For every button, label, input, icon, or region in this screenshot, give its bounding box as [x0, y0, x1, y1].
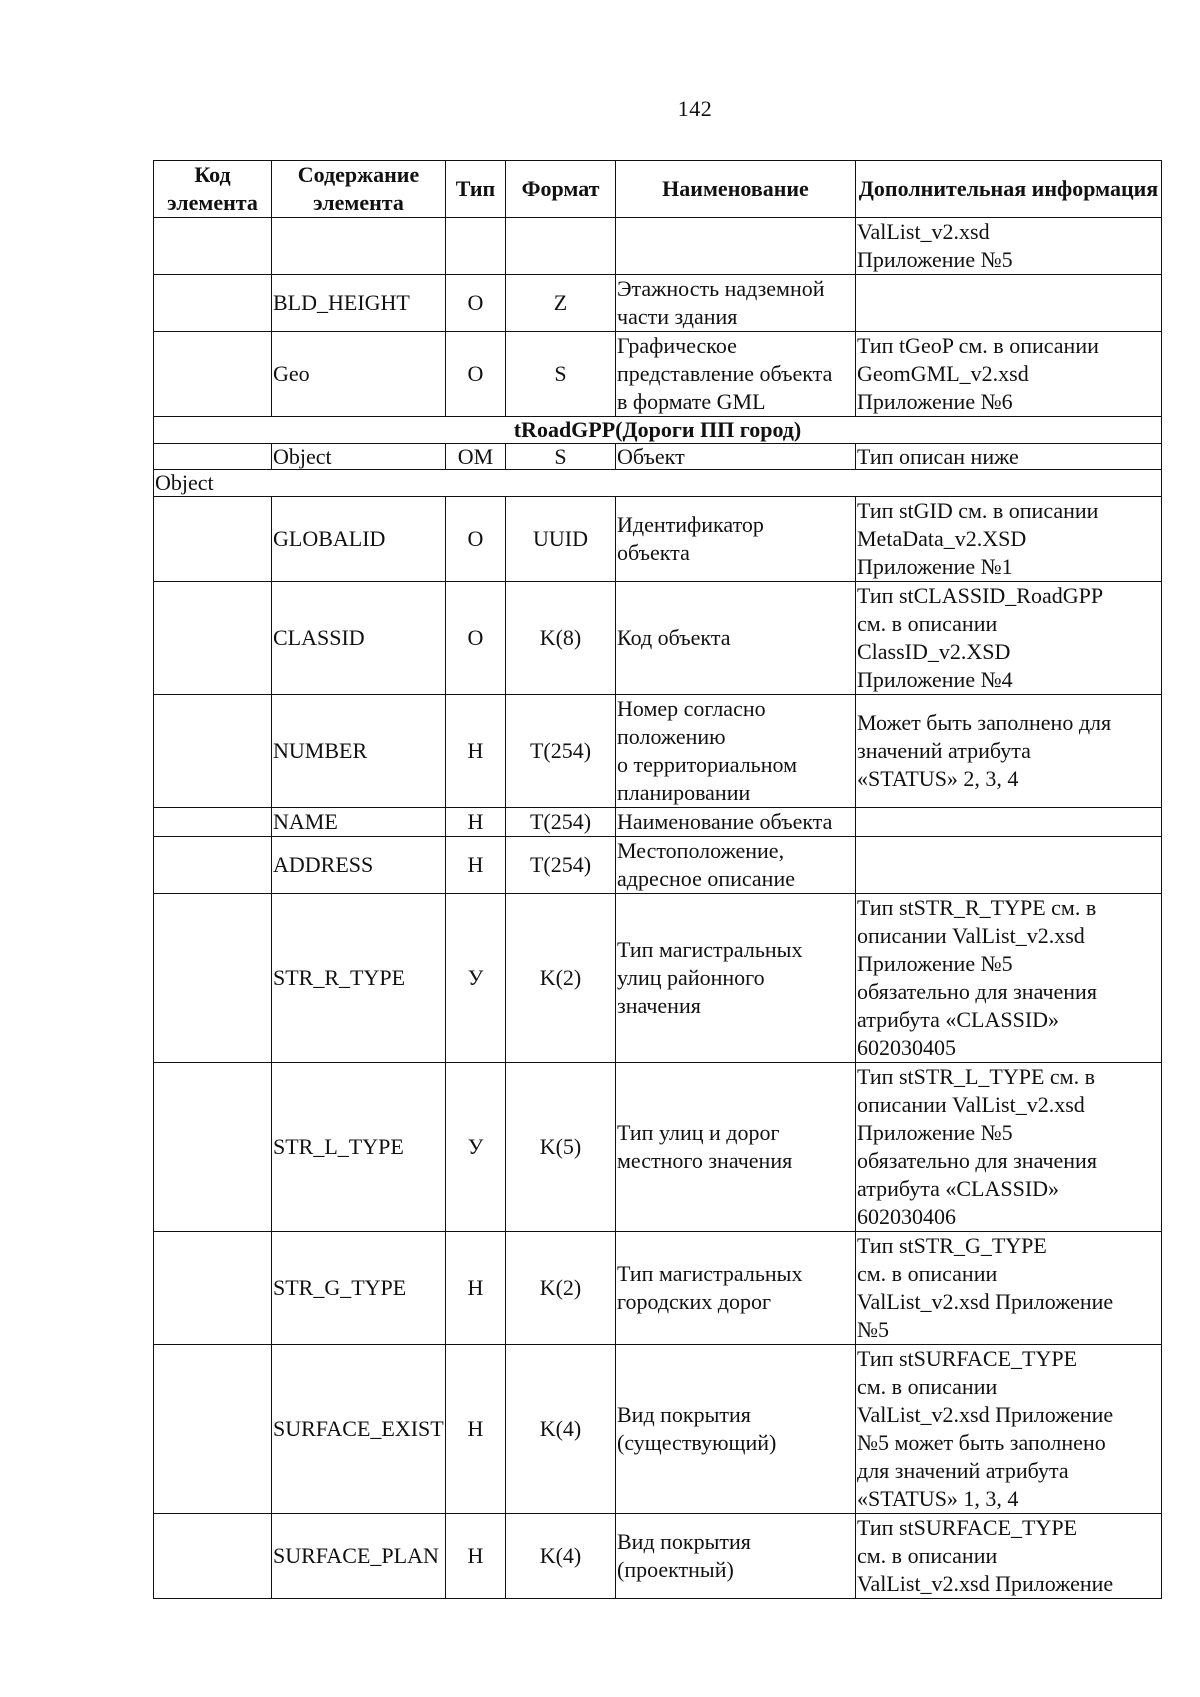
- cell-type: Н: [446, 695, 506, 808]
- cell-name: Тип магистральных городских дорог: [616, 1232, 856, 1345]
- cell-type: Н: [446, 1345, 506, 1514]
- cell-type: Н: [446, 837, 506, 894]
- cell-type: У: [446, 894, 506, 1063]
- table-header-row: [154, 161, 1162, 218]
- cell-type: О: [446, 497, 506, 582]
- object-name: Объект: [616, 444, 856, 470]
- cell-content: Geo: [272, 332, 446, 417]
- header-type: Тип: [446, 161, 506, 218]
- cell-format: T(254): [506, 808, 616, 837]
- cell-content: STR_R_TYPE: [272, 894, 446, 1063]
- cell-name: Номер согласно положению о территориальном планировании: [616, 695, 856, 808]
- cell-code: [154, 218, 272, 275]
- type-line: Object: [154, 470, 1162, 497]
- section-title: tRoadGPP(Дороги ПП город): [154, 417, 1162, 444]
- cell-format: S: [506, 332, 616, 417]
- cell-content: BLD_HEIGHT: [272, 275, 446, 332]
- cell-info: Тип stSTR_G_TYPE см. в описании ValList_v2.xsd Приложение №5: [856, 1232, 1162, 1345]
- table-body-b: [154, 497, 1162, 1599]
- cell-code: [154, 332, 272, 417]
- cell-name: [616, 218, 856, 275]
- cell-info: [856, 837, 1162, 894]
- section-row: [154, 417, 1162, 444]
- cell-name: Наименование объекта: [616, 808, 856, 837]
- cell-code: [154, 1232, 272, 1345]
- table-row: [154, 275, 1162, 332]
- cell-name: Вид покрытия (проектный): [616, 1514, 856, 1599]
- cell-type: Н: [446, 808, 506, 837]
- table-row: [154, 1232, 1162, 1345]
- cell-type: О: [446, 582, 506, 695]
- cell-info: ValList_v2.xsd Приложение №5: [856, 218, 1162, 275]
- cell-content: STR_G_TYPE: [272, 1232, 446, 1345]
- cell-format: K(4): [506, 1514, 616, 1599]
- table-row: [154, 332, 1162, 417]
- cell-code: [154, 894, 272, 1063]
- cell-info: Тип stSURFACE_TYPE см. в описании ValList_v2.xsd Приложение: [856, 1514, 1162, 1599]
- cell-name: Вид покрытия (существующий): [616, 1345, 856, 1514]
- table-row: [154, 1514, 1162, 1599]
- cell-content: [272, 218, 446, 275]
- cell-code: [154, 837, 272, 894]
- object-type: ОМ: [446, 444, 506, 470]
- cell-format: T(254): [506, 695, 616, 808]
- table-row: [154, 1063, 1162, 1232]
- cell-content: CLASSID: [272, 582, 446, 695]
- cell-info: Тип stGID см. в описании MetaData_v2.XSD Приложение №1: [856, 497, 1162, 582]
- object-row: [154, 444, 1162, 470]
- table-row: [154, 1345, 1162, 1514]
- cell-format: K(8): [506, 582, 616, 695]
- header-name: Наименование: [616, 161, 856, 218]
- table-body-a: [154, 218, 1162, 417]
- cell-code: [154, 808, 272, 837]
- cell-content: SURFACE_EXIST: [272, 1345, 446, 1514]
- cell-info: Тип stCLASSID_RoadGPP см. в описании ClassID_v2.XSD Приложение №4: [856, 582, 1162, 695]
- cell-type: Н: [446, 1232, 506, 1345]
- cell-code: [154, 1063, 272, 1232]
- cell-name: Местоположение, адресное описание: [616, 837, 856, 894]
- cell-code: [154, 1514, 272, 1599]
- cell-name: Тип магистральных улиц районного значения: [616, 894, 856, 1063]
- cell-content: SURFACE_PLAN: [272, 1514, 446, 1599]
- object-content: Object: [272, 444, 446, 470]
- type-line-row: [154, 470, 1162, 497]
- page-number: 142: [677, 96, 713, 121]
- cell-code: [154, 695, 272, 808]
- cell-type: У: [446, 1063, 506, 1232]
- cell-name: Тип улиц и дорог местного значения: [616, 1063, 856, 1232]
- cell-info: Тип tGeoP см. в описании GeomGML_v2.xsd Приложение №6: [856, 332, 1162, 417]
- table-row: [154, 695, 1162, 808]
- cell-info: Тип stSTR_R_TYPE см. в описании ValList_v2.xsd Приложение №5 обязательно для значения атрибута «CLASSID» 602030405: [856, 894, 1162, 1063]
- table-row: [154, 582, 1162, 695]
- section-body: [154, 417, 1162, 497]
- cell-name: Графическое представление объекта в формате GML: [616, 332, 856, 417]
- spec-table: [153, 160, 1162, 1599]
- cell-code: [154, 582, 272, 695]
- cell-format: K(5): [506, 1063, 616, 1232]
- cell-info: [856, 808, 1162, 837]
- cell-format: Z: [506, 275, 616, 332]
- cell-content: STR_L_TYPE: [272, 1063, 446, 1232]
- cell-code: [154, 1345, 272, 1514]
- cell-type: О: [446, 275, 506, 332]
- cell-info: Тип stSURFACE_TYPE см. в описании ValList_v2.xsd Приложение №5 может быть заполнено для значений атрибута «STATUS» 1, 3, 4: [856, 1345, 1162, 1514]
- cell-name: Код объекта: [616, 582, 856, 695]
- cell-type: О: [446, 332, 506, 417]
- table-row: [154, 497, 1162, 582]
- cell-type: Н: [446, 1514, 506, 1599]
- cell-format: T(254): [506, 837, 616, 894]
- cell-name: Этажность надземной части здания: [616, 275, 856, 332]
- cell-content: GLOBALID: [272, 497, 446, 582]
- cell-content: NAME: [272, 808, 446, 837]
- object-code: [154, 444, 272, 470]
- cell-content: NUMBER: [272, 695, 446, 808]
- cell-name: Идентификатор объекта: [616, 497, 856, 582]
- cell-format: K(4): [506, 1345, 616, 1514]
- cell-info: Тип stSTR_L_TYPE см. в описании ValList_v2.xsd Приложение №5 обязательно для значения атрибута «CLASSID» 602030406: [856, 1063, 1162, 1232]
- cell-format: UUID: [506, 497, 616, 582]
- table-row: [154, 218, 1162, 275]
- cell-code: [154, 275, 272, 332]
- cell-format: K(2): [506, 1232, 616, 1345]
- table-row: [154, 837, 1162, 894]
- cell-info: [856, 275, 1162, 332]
- object-info: Тип описан ниже: [856, 444, 1162, 470]
- cell-info: Может быть заполнено для значений атрибута «STATUS» 2, 3, 4: [856, 695, 1162, 808]
- header-content: Содержание элемента: [272, 161, 446, 218]
- table-row: [154, 894, 1162, 1063]
- cell-code: [154, 497, 272, 582]
- cell-format: [506, 218, 616, 275]
- header-code: Код элемента: [154, 161, 272, 218]
- header-info: Дополнительная информация: [856, 161, 1162, 218]
- cell-format: K(2): [506, 894, 616, 1063]
- header-format: Формат: [506, 161, 616, 218]
- table-row: [154, 808, 1162, 837]
- cell-content: ADDRESS: [272, 837, 446, 894]
- cell-type: [446, 218, 506, 275]
- object-format: S: [506, 444, 616, 470]
